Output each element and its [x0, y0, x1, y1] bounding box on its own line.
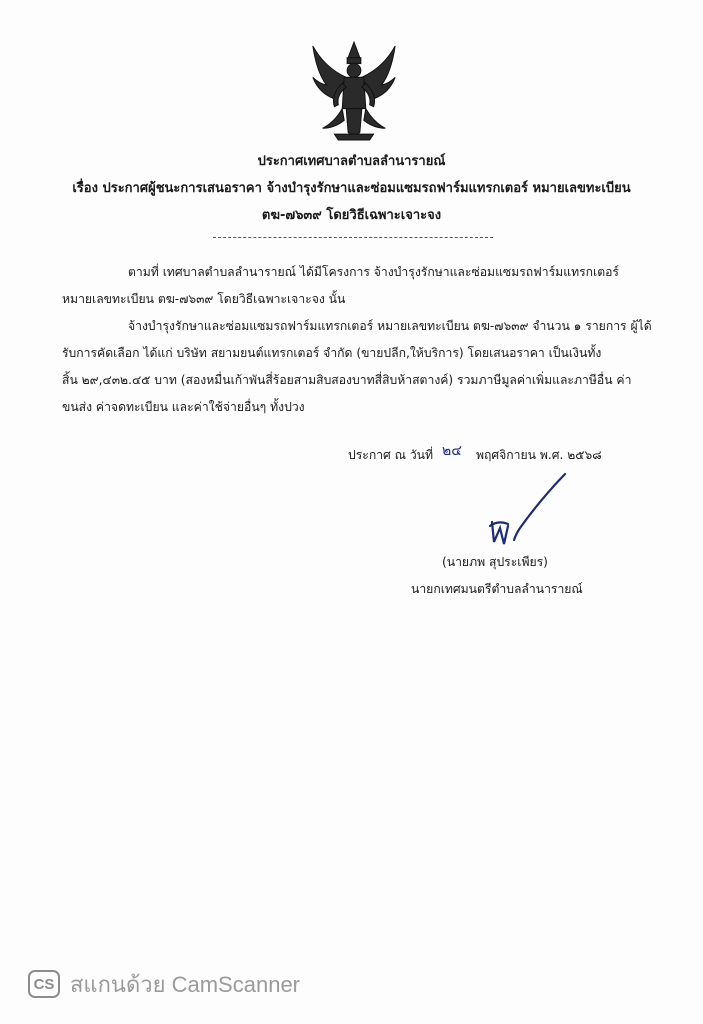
camscanner-watermark: [28, 968, 300, 1000]
signatory-name: (นายภพ สุประเพียร): [442, 555, 548, 569]
announcement-title: ประกาศเทศบาลตำบลลำนารายณ์: [257, 154, 446, 169]
garuda-emblem-icon: [305, 38, 403, 146]
paragraph-2-line-2: รับการคัดเลือก ได้แก่ บริษัท สยามยนต์แทรกเตอร์ จำกัด (ขายปลีก,ให้บริการ) โดยเสนอราคา เป็นเงินทั้ง: [62, 346, 602, 360]
paragraph-2-line-1: จ้างบำรุงรักษาและซ่อมแซมรถฟาร์มแทรกเตอร์ หมายเลขทะเบียน ตฆ-๗๖๓๙ จำนวน ๑ รายการ ผู้ได้: [128, 319, 652, 333]
camscanner-text: สแกนด้วย CamScanner: [70, 971, 301, 997]
handwritten-signature-icon: [470, 470, 580, 550]
subject-line-1: เรื่อง ประกาศผู้ชนะการเสนอราคา จ้างบำรุงรักษาและซ่อมแซมรถฟาร์มแทรกเตอร์ หมายเลขทะเบียน: [72, 181, 631, 196]
paragraph-1-line-1: ตามที่ เทศบาลตำบลลำนารายณ์ ได้มีโครงการ จ้างบำรุงรักษาและซ่อมแซมรถฟาร์มแทรกเตอร์: [128, 265, 619, 279]
announce-date-prefix: ประกาศ ณ วันที่: [348, 448, 434, 462]
announce-day-handwritten: ๒๔: [442, 443, 462, 459]
dashed-divider: [213, 237, 493, 238]
camscanner-logo-icon: CS: [28, 970, 60, 998]
paragraph-1-line-2: หมายเลขทะเบียน ตฆ-๗๖๓๙ โดยวิธีเฉพาะเจาะจง นั้น: [62, 292, 346, 306]
paragraph-2-line-4: ขนส่ง ค่าจดทะเบียน และค่าใช้จ่ายอื่นๆ ทั้งปวง: [62, 400, 305, 414]
announce-month-year: พฤศจิกายน พ.ศ. ๒๕๖๘: [476, 448, 602, 462]
paragraph-2-line-3: สิ้น ๒๙,๔๓๒.๔๕ บาท (สองหมื่นเก้าพันสี่ร้อยสามสิบสองบาทสี่สิบห้าสตางค์) รวมภาษีมูลค่าเพิ่มและภาษีอื่น ค่า: [62, 373, 632, 387]
subject-line-2: ตฆ-๗๖๓๙ โดยวิธีเฉพาะเจาะจง: [261, 208, 442, 223]
signatory-position: นายกเทศมนตรีตำบลลำนารายณ์: [411, 582, 583, 596]
